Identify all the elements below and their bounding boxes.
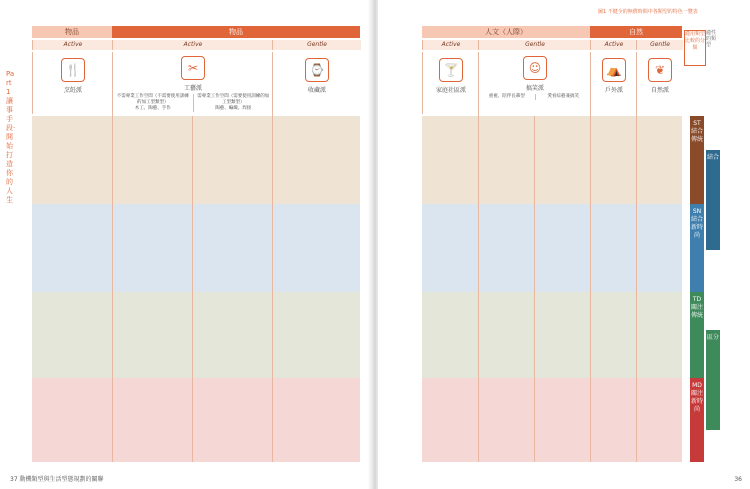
- craft-note: 木工、陶藝、手作: [134, 106, 171, 111]
- category-combine: 結合: [706, 150, 720, 250]
- tent-icon: ⛺: [602, 58, 626, 82]
- subheader-active: Active: [32, 40, 113, 50]
- side-title: Part 1 讓事手段‧開始打造你的人生: [6, 70, 16, 204]
- subheader-active: Active: [590, 40, 637, 50]
- category-distinguish: 區分: [706, 330, 720, 430]
- band-md: [422, 378, 682, 462]
- smiley-icon: ☺: [523, 56, 547, 80]
- grid-line: [478, 52, 479, 462]
- band-md: [32, 378, 360, 462]
- column-family: [422, 52, 479, 114]
- column-craft: [112, 52, 273, 114]
- category-td: TD 關注傳統: [690, 292, 704, 378]
- comedy-note: 愛看綜藝兼搞笑: [535, 94, 592, 100]
- column-label: 烹飪派: [63, 87, 82, 94]
- column-label: 自然派: [650, 87, 669, 94]
- grid-line: [534, 116, 535, 462]
- band-sn: [422, 204, 682, 292]
- grid-line: [590, 52, 591, 462]
- column-cooking: [32, 52, 113, 114]
- subheader-gentle: Gentle: [478, 40, 591, 50]
- legend-box: 適用類型比較的分類: [684, 30, 706, 66]
- band-sn: [32, 204, 360, 292]
- header-objects-2: 物品: [112, 26, 360, 38]
- left-page: [0, 0, 372, 489]
- subheader-gentle: Gentle: [636, 40, 683, 50]
- craft-note: 不需專業工作空間（不需要使用訓練的加工型類型）: [116, 94, 189, 105]
- figure-caption: 圖1 不健全的無償時間中各類型的特色一覽表: [598, 9, 698, 15]
- grid-line: [272, 52, 273, 462]
- category-md: MD 關注新時尚: [690, 378, 704, 462]
- header-objects-1: 物品: [32, 26, 112, 38]
- band-st: [422, 116, 682, 204]
- column-collecting: [272, 52, 361, 114]
- category-sn: SN 結合新時尚: [690, 204, 704, 292]
- column-label: 搞笑派: [525, 85, 544, 92]
- grid-line: [636, 52, 637, 462]
- column-nature: [636, 52, 683, 114]
- folio: 36: [734, 476, 742, 483]
- craft-tool-icon: ✂: [181, 56, 205, 80]
- column-label: 家庭社區派: [435, 87, 466, 94]
- cocktail-glass-icon: 🍸: [439, 58, 463, 82]
- fork-knife-icon: 🍴: [61, 58, 85, 82]
- craft-note: 陶藝、編織、焊接: [215, 106, 252, 111]
- header-humanities: 人文（人際）: [422, 26, 590, 38]
- right-page: [378, 0, 750, 489]
- column-label: 收藏派: [307, 87, 326, 94]
- leaf-icon: ❦: [648, 58, 672, 82]
- column-label: 戶外派: [604, 87, 623, 94]
- header-nature: 自然: [590, 26, 682, 38]
- craft-note: 需專業工作空間（需要使用訓練的加工型類型）: [197, 94, 270, 105]
- column-outdoor: [590, 52, 637, 114]
- band-td: [422, 292, 682, 378]
- column-label: 工藝派: [183, 85, 202, 92]
- subheader-gentle: Gentle: [272, 40, 361, 50]
- band-td: [32, 292, 360, 378]
- folio: 37 動機類型與生活型態規劃的關聯: [10, 476, 104, 483]
- subheader-active: Active: [112, 40, 273, 50]
- watch-icon: ⌚: [305, 58, 329, 82]
- comedy-note: 重視、陪伴長輩型: [488, 94, 525, 99]
- legend-sub: 適性的類型: [706, 30, 717, 48]
- subheader-active: Active: [422, 40, 479, 50]
- category-st: ST 結合傳統: [690, 116, 704, 204]
- grid-line: [112, 52, 113, 462]
- grid-line: [192, 116, 193, 462]
- column-comedy: [478, 52, 591, 114]
- band-st: [32, 116, 360, 204]
